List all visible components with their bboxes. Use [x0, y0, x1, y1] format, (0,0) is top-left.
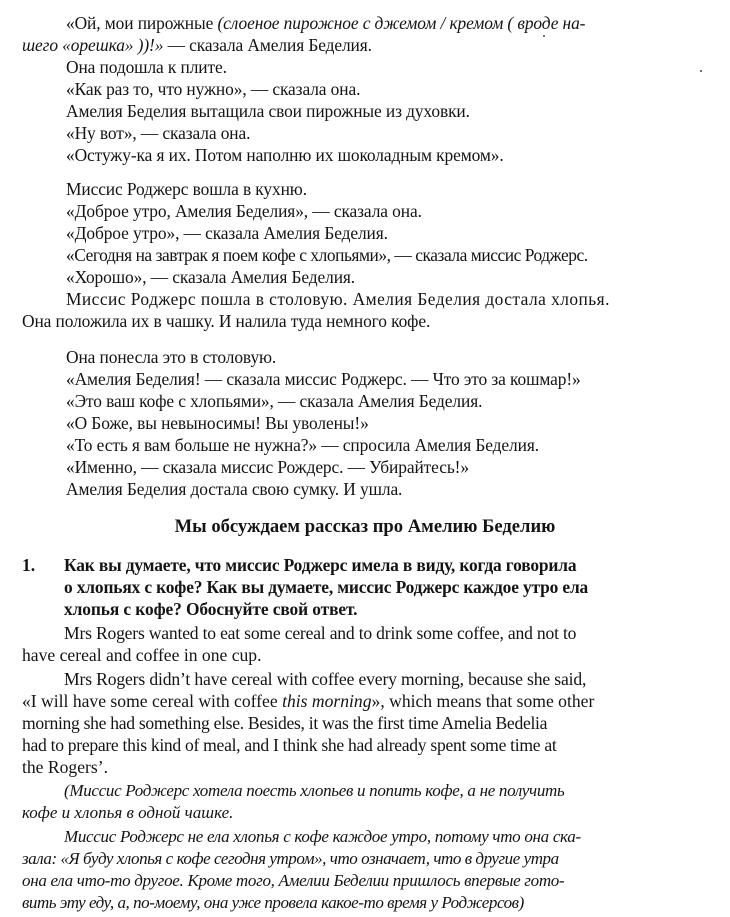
answer-en-text: », which means that some other — [371, 691, 595, 711]
section-heading: Мы обсуждаем рассказ про Амелию Беделию — [174, 516, 556, 537]
answer-ru-line: Миссис Роджерс не ела хлопья с кофе каждое утро, потому что она ска- — [64, 827, 581, 846]
answer-en-line: morning she had something else. Besides, it was the first time Amelia Bedelia — [22, 713, 548, 733]
story-text: «Ой, мои пирожные — [66, 13, 218, 33]
answer-ru-line: вить эту еду, а, по-моему, она уже провела какое-то время у Роджерсов) — [22, 893, 524, 912]
story-line: «Остужу-ка я их. Потом наполню их шоколадным кремом». — [66, 145, 504, 165]
story-line — [22, 34, 372, 56]
answer-en-text: «I will have some cereal with coffee — [22, 691, 283, 711]
answer-en-line: Mrs Rogers wanted to eat some cereal and to drink some coffee, and not to — [64, 623, 577, 643]
story-text: — сказала Амелия Беделия. — [163, 35, 372, 55]
answer-ru-line: кофе и хлопья в одной чашке. — [22, 803, 234, 822]
story-line: Миссис Роджерс вошла в кухню. — [66, 179, 307, 199]
story-line: Она подошла к плите. — [66, 57, 227, 77]
answer-en-line: had to prepare this kind of meal, and I think she had already spent some time at — [22, 735, 557, 755]
answer-en-line: have cereal and coffee in one cup. — [22, 645, 262, 665]
story-line: Она понесла это в столовую. — [66, 347, 277, 367]
story-line: «То есть я вам больше не нужна?» — спросила Амелия Беделия. — [66, 435, 539, 455]
story-line: Амелия Беделия вытащила свои пирожные из духовки. — [66, 101, 470, 121]
answer-en-line: the Rogers’. — [22, 757, 108, 777]
scan-speck — [543, 35, 545, 37]
story-line: «Доброе утро», — сказала Амелия Беделия. — [66, 223, 388, 243]
story-line: «Ну вот», — сказала она. — [66, 123, 251, 143]
question-line: Как вы думаете, что миссис Роджерс имела в виду, когда говорила — [64, 555, 577, 575]
answer-en-italic: this morning — [282, 691, 372, 711]
answer-ru-line: она ела что-то другое. Кроме того, Амелии Беделии пришлось впервые гото- — [22, 871, 565, 890]
story-line: «Амелия Беделия! — сказала миссис Роджерс. — Что это за кошмар!» — [66, 369, 581, 389]
story-italic-text: шего «орешка» ))!» — [22, 35, 164, 55]
story-line: «Это ваш кофе с хлопьями», — сказала Амелия Беделия. — [66, 391, 483, 411]
story-line: «Сегодня на завтрак я поем кофе с хлопьями», — сказала миссис Роджерс. — [66, 245, 588, 265]
answer-en-line: Mrs Rogers didn’t have cereal with coffee every morning, because she said, — [64, 669, 587, 689]
story-line: «Доброе утро, Амелия Беделия», — сказала она. — [66, 201, 422, 221]
answer-ru-line: (Миссис Роджерс хотела поесть хлопьев и попить кофе, а не получить — [64, 781, 565, 800]
story-line: Миссис Роджерс пошла в столовую. Амелия Беделия достала хлопья. — [66, 289, 610, 309]
question-number: 1. — [22, 555, 36, 575]
story-line: «О Боже, вы невыносимы! Вы уволены!» — [66, 413, 369, 433]
story-line: Амелия Беделия достала свою сумку. И ушла. — [66, 479, 403, 499]
story-line: «Как раз то, что нужно», — сказала она. — [66, 79, 361, 99]
answer-ru-line: зала: «Я буду хлопья с кофе сегодня утром», что означает, что в другие утра — [22, 849, 559, 868]
story-line: «Именно, — сказала миссис Рождерс. — Убирайтесь!» — [66, 457, 469, 477]
answer-en-line — [22, 690, 594, 712]
story-line: Она положила их в чашку. И налила туда немного кофе. — [22, 311, 431, 331]
question-line: хлопья с кофе? Обоснуйте свой ответ. — [64, 599, 358, 619]
story-line: «Хорошо», — сказала Амелия Беделия. — [66, 267, 356, 287]
story-italic-text: (слоеное пирожное с джемом / кремом ( вроде на- — [217, 13, 586, 33]
scan-speck — [700, 70, 702, 72]
story-line — [66, 12, 585, 34]
question-line: о хлопьях с кофе? Как вы думаете, миссис Роджерс каждое утро ела — [64, 577, 589, 597]
